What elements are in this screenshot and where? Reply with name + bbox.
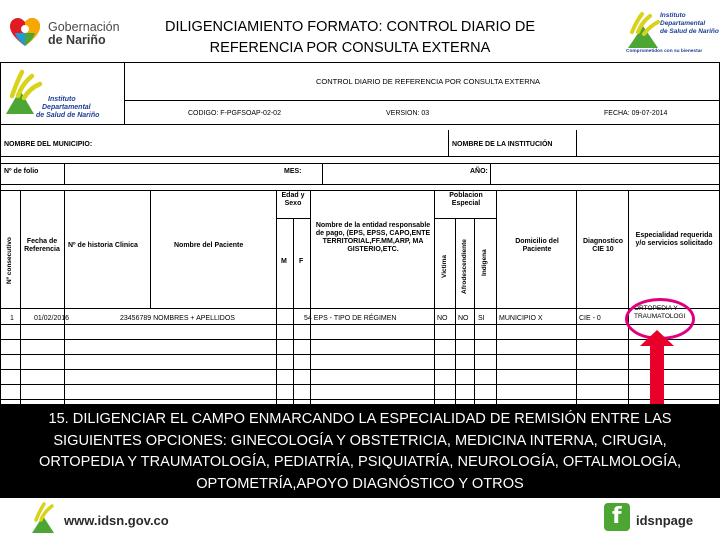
- row-consecutivo: 1: [10, 315, 14, 322]
- row-victima: NO: [437, 315, 448, 322]
- form-wheat-icon: [4, 66, 44, 118]
- arrow-head-icon: [640, 330, 674, 346]
- col-historia: Nº de historia Clinica: [68, 242, 138, 249]
- footer-url[interactable]: www.idsn.gov.co: [64, 513, 169, 528]
- row-historia-nombre: 23456789 NOMBRES + APELLIDOS: [120, 315, 235, 322]
- wheat-icon: [624, 8, 662, 52]
- gob-logo-line2: de Nariño: [48, 33, 106, 47]
- col-m: M: [281, 258, 287, 265]
- referencia-form: [0, 62, 720, 407]
- row-especialidad: ORTOPEDIA Y TRAUMATOLOGI: [634, 305, 686, 320]
- form-codigo: CODIGO: F-PGFSOAP-02-02: [188, 110, 281, 117]
- idsn-logo-tagline: Comprometidos con su bienestar: [626, 49, 703, 54]
- form-logo-line1: Instituto: [48, 96, 76, 103]
- col-diagnostico: Diagnostico CIE 10: [582, 238, 624, 253]
- col-entidad: Nombre de la entidad responsable de pago, (EPS, EPSS, CAPO,ENTE TERRITORIAL,FF.MM,ARP, MA GISTERIO,ETC.: [315, 222, 431, 253]
- form-title: CONTROL DIARIO DE REFERENCIA POR CONSULTA EXTERNA: [316, 77, 541, 86]
- row-domicilio: MUNICIPIO X: [499, 315, 543, 322]
- col-indigena: Indigena: [481, 249, 488, 276]
- idsn-logo-line1: Instituto: [660, 12, 686, 19]
- form-version: VERSION: 03: [386, 110, 430, 117]
- folio-label: Nº de folio: [4, 168, 39, 175]
- row-diagnostico: CIE - 0: [579, 315, 601, 322]
- form-logo-line2: Departamental: [42, 104, 91, 111]
- col-f: F: [299, 258, 304, 265]
- idsn-logo-line3: de Salud de Nariño: [660, 28, 719, 35]
- col-victima: Victima: [441, 254, 448, 278]
- col-fecha: Fecha de Referencia: [24, 238, 60, 253]
- form-logo-line3: de Salud de Nariño: [36, 112, 100, 119]
- footer-wheat-icon: [30, 500, 58, 535]
- row-afro: NO: [458, 315, 469, 322]
- arrow-up-icon: [650, 340, 664, 410]
- idsn-logo: [624, 6, 719, 56]
- col-consecutivo: Nº consecutivo: [6, 237, 13, 284]
- row-entidad: 54 EPS - TIPO DE RÉGIMEN: [304, 315, 397, 322]
- col-poblacion: Poblacion Especial: [449, 192, 483, 207]
- heart-icon: [8, 16, 42, 50]
- col-especialidad: Especialidad requerida y/o servicios solicitado: [635, 232, 713, 247]
- slide-title-line2: REFERENCIA POR CONSULTA EXTERNA: [209, 40, 491, 56]
- idsn-logo-line2: Departamental: [660, 20, 706, 27]
- municipio-label: NOMBRE DEL MUNICIPIO:: [4, 141, 93, 148]
- footer-page[interactable]: idsnpage: [636, 513, 694, 528]
- gobernacion-logo: [6, 12, 141, 54]
- col-afro: Afrodescendiente: [461, 239, 468, 294]
- facebook-icon[interactable]: [604, 503, 630, 531]
- row-fecha: 01/02/2016: [34, 315, 70, 322]
- gob-logo-line1: Gobernación: [48, 20, 120, 34]
- col-edad-sexo: Edad y Sexo: [281, 192, 305, 207]
- row-indigena: SI: [478, 315, 485, 322]
- form-fecha: FECHA: 09-07-2014: [604, 110, 668, 117]
- col-domicilio: Domicilio del Paciente: [515, 238, 559, 253]
- slide-title-line1: DILIGENCIAMIENTO FORMATO: CONTROL DIARIO DE: [164, 19, 536, 35]
- ano-label: AÑO:: [470, 168, 488, 175]
- institucion-label: NOMBRE DE LA INSTITUCIÓN: [452, 141, 553, 148]
- instruction-banner: [0, 404, 720, 498]
- col-nombre: Nombre del Paciente: [174, 242, 244, 249]
- instruction-text: 15. DILIGENCIAR EL CAMPO ENMARCANDO LA ESPECIALIDAD DE REMISIÓN ENTRE LAS SIGUIENTES OPCIONES: GINECOLOGÍA Y OBSTETRICIA, MEDICINA INTERNA, CIRUGIA, ORTOPEDIA Y TRAUMATOLOGÍA, PEDIATRÍA, PSIQUIATRÍA, NEUROLOGÍA, OFTALMOLOGÍA, OPTOMETRÍA,APOYO DIAGNÓSTICO Y OTROS: [39, 411, 681, 492]
- mes-label: MES:: [284, 168, 302, 175]
- facebook-letter: f: [612, 504, 622, 529]
- slide-title: [145, 17, 555, 59]
